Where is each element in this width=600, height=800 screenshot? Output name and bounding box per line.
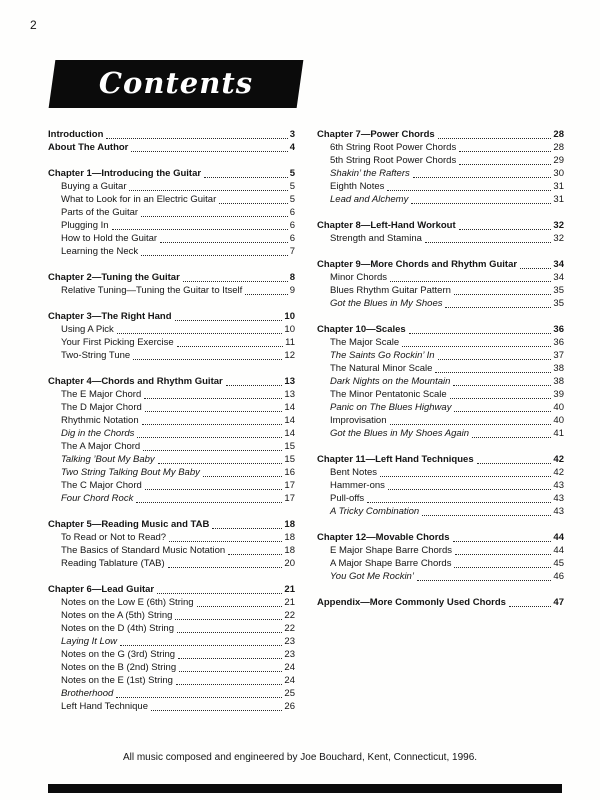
toc-entry-label: Rhythmic Notation: [61, 415, 139, 426]
dot-leader: [425, 242, 552, 243]
dot-leader: [178, 658, 282, 659]
toc-entry-label: The D Major Chord: [61, 402, 142, 413]
toc-sub-entry: [317, 180, 564, 193]
toc-entry-page-number: 43: [553, 493, 564, 504]
toc-entry-page-number: 31: [553, 181, 564, 192]
toc-entry-label: About The Author: [48, 142, 129, 153]
toc-chapter-entry: [317, 323, 564, 336]
toc-entry-label: Relative Tuning—Tuning the Guitar to Itself: [61, 285, 243, 296]
toc-entry-label: E Major Shape Barre Chords: [330, 545, 452, 556]
toc-chapter-entry: [48, 310, 295, 323]
toc-entry-label: Chapter 11—Left Hand Techniques: [317, 454, 474, 465]
toc-entry-page-number: 23: [284, 636, 295, 647]
dot-leader: [520, 268, 551, 269]
toc-entry-page-number: 43: [553, 480, 564, 491]
bottom-rule: [48, 784, 562, 793]
dot-leader: [219, 203, 287, 204]
toc-entry-label: Improvisation: [330, 415, 387, 426]
toc-sub-entry: [48, 453, 295, 466]
dot-leader: [120, 645, 282, 646]
toc-entry-page-number: 4: [289, 142, 295, 153]
dot-leader: [168, 567, 283, 568]
toc-entry-label: The A Major Chord: [61, 441, 141, 452]
toc-entry-page-number: 15: [284, 441, 295, 452]
toc-chapter-entry: [48, 141, 295, 154]
dot-leader: [177, 346, 283, 347]
dot-leader: [116, 697, 282, 698]
toc-entry-label: Blues Rhythm Guitar Pattern: [330, 285, 451, 296]
toc-sub-entry: [48, 323, 295, 336]
toc-entry-label: Talking ’Bout My Baby: [61, 454, 155, 465]
toc-entry-page-number: 36: [553, 337, 564, 348]
toc-chapter-entry: [48, 375, 295, 388]
toc-entry-label: The Major Scale: [330, 337, 400, 348]
dot-leader: [137, 437, 282, 438]
toc-entry-label: Chapter 8—Left-Hand Workout: [317, 220, 456, 231]
toc-entry-label: Got the Blues in My Shoes: [330, 298, 443, 309]
dot-leader: [141, 216, 288, 217]
toc-entry-label: Brotherhood: [61, 688, 114, 699]
music-credit-note: All music composed and engineered by Joe Bouchard, Kent, Connecticut, 1996.: [122, 752, 478, 763]
toc-entry-page-number: 26: [284, 701, 295, 712]
toc-entry-page-number: 29: [553, 155, 564, 166]
dot-leader: [438, 359, 552, 360]
dot-leader: [106, 138, 287, 139]
dot-leader: [143, 450, 282, 451]
toc-entry-page-number: 6: [289, 220, 295, 231]
toc-entry-label: Reading Tablature (TAB): [61, 558, 165, 569]
toc-entry-label: 6th String Root Power Chords: [330, 142, 457, 153]
toc-entry-page-number: 9: [289, 285, 295, 296]
toc-sub-entry: [48, 648, 295, 661]
dot-leader: [367, 502, 551, 503]
dot-leader: [459, 229, 552, 230]
toc-entry-page-number: 43: [553, 506, 564, 517]
contents-banner: [52, 60, 300, 108]
toc-sub-entry: [317, 193, 564, 206]
dot-leader: [459, 151, 551, 152]
dot-leader: [390, 281, 551, 282]
toc-sub-entry: [48, 466, 295, 479]
toc-entry-page-number: 10: [284, 311, 295, 322]
toc-entry-label: Using A Pick: [61, 324, 114, 335]
dot-leader: [177, 632, 282, 633]
toc-entry-page-number: 40: [553, 415, 564, 426]
toc-entry-page-number: 42: [553, 467, 564, 478]
toc-sub-entry: [48, 401, 295, 414]
dot-leader: [175, 320, 283, 321]
toc-entry-page-number: 28: [553, 129, 564, 140]
dot-leader: [117, 333, 283, 334]
toc-entry-page-number: 21: [284, 584, 295, 595]
toc-sub-entry: [317, 388, 564, 401]
toc-entry-label: The Basics of Standard Music Notation: [61, 545, 226, 556]
toc-entry-page-number: 17: [284, 480, 295, 491]
dot-leader: [454, 411, 551, 412]
toc-entry-label: Got the Blues in My Shoes Again: [330, 428, 470, 439]
dot-leader: [175, 619, 282, 620]
toc-entry-page-number: 8: [289, 272, 295, 283]
toc-entry-label: Chapter 5—Reading Music and TAB: [48, 519, 210, 530]
dot-leader: [133, 359, 282, 360]
toc-entry-label: Learning the Neck: [61, 246, 139, 257]
dot-leader: [145, 411, 283, 412]
toc-entry-label: Two String Talking Bout My Baby: [61, 467, 200, 478]
dot-leader: [388, 489, 552, 490]
toc-entry-page-number: 24: [284, 675, 295, 686]
toc-entry-label: What to Look for in an Electric Guitar: [61, 194, 217, 205]
toc-left-column: [48, 128, 295, 713]
toc-entry-page-number: 6: [289, 233, 295, 244]
toc-sub-entry: [48, 427, 295, 440]
toc-entry-label: Left Hand Technique: [61, 701, 148, 712]
toc-sub-entry: [48, 284, 295, 297]
toc-sub-entry: [317, 271, 564, 284]
toc-entry-label: Chapter 9—More Chords and Rhythm Guitar: [317, 259, 518, 270]
dot-leader: [158, 463, 283, 464]
toc-entry-label: Pull-offs: [330, 493, 365, 504]
toc-entry-page-number: 22: [284, 610, 295, 621]
toc-entry-label: Chapter 6—Lead Guitar: [48, 584, 155, 595]
dot-leader: [454, 567, 551, 568]
dot-leader: [450, 398, 552, 399]
toc-sub-entry: [48, 635, 295, 648]
toc-entry-label: Notes on the E (1st) String: [61, 675, 173, 686]
toc-entry-label: Chapter 10—Scales: [317, 324, 406, 335]
dot-leader: [197, 606, 283, 607]
toc-sub-entry: [48, 492, 295, 505]
toc-entry-label: Strength and Stamina: [330, 233, 422, 244]
toc-entry-page-number: 22: [284, 623, 295, 634]
toc-sub-entry: [317, 570, 564, 583]
page-number: 2: [30, 18, 37, 32]
toc-entry-label: How to Hold the Guitar: [61, 233, 158, 244]
dot-leader: [454, 294, 552, 295]
toc-sub-entry: [317, 167, 564, 180]
toc-entry-page-number: 35: [553, 285, 564, 296]
toc-entry-label: Chapter 1—Introducing the Guitar: [48, 168, 202, 179]
dot-leader: [409, 333, 552, 334]
toc-chapter-entry: [48, 518, 295, 531]
dot-leader: [453, 541, 552, 542]
toc-entry-page-number: 3: [289, 129, 295, 140]
toc-entry-label: Chapter 7—Power Chords: [317, 129, 435, 140]
toc-entry-page-number: 45: [553, 558, 564, 569]
toc-sub-entry: [317, 492, 564, 505]
toc-sub-entry: [48, 479, 295, 492]
toc-entry-page-number: 12: [284, 350, 295, 361]
toc-entry-label: The Saints Go Rockin’ In: [330, 350, 435, 361]
toc-chapter-entry: [317, 219, 564, 232]
toc-entry-label: Plugging In: [61, 220, 109, 231]
toc-sub-entry: [317, 466, 564, 479]
dot-leader: [422, 515, 551, 516]
toc-sub-entry: [48, 414, 295, 427]
toc-entry-page-number: 5: [289, 181, 295, 192]
toc-entry-page-number: 23: [284, 649, 295, 660]
toc-entry-page-number: 18: [284, 532, 295, 543]
dot-leader: [472, 437, 551, 438]
toc-entry-page-number: 39: [553, 389, 564, 400]
dot-leader: [169, 541, 282, 542]
dot-leader: [141, 255, 288, 256]
toc-sub-entry: [48, 349, 295, 362]
toc-entry-label: Notes on the G (3rd) String: [61, 649, 176, 660]
dot-leader: [142, 424, 283, 425]
toc-entry-page-number: 34: [553, 272, 564, 283]
toc-entry-label: Chapter 4—Chords and Rhythm Guitar: [48, 376, 223, 387]
toc-chapter-entry: [317, 596, 564, 609]
toc-entry-label: A Tricky Combination: [330, 506, 420, 517]
dot-leader: [204, 177, 288, 178]
toc-entry-label: You Got Me Rockin’: [330, 571, 414, 582]
toc-entry-label: Chapter 3—The Right Hand: [48, 311, 172, 322]
toc-sub-entry: [48, 232, 295, 245]
toc-entry-label: Shakin’ the Rafters: [330, 168, 410, 179]
toc-entry-label: Two-String Tune: [61, 350, 131, 361]
dot-leader: [445, 307, 551, 308]
toc-entry-page-number: 10: [284, 324, 295, 335]
dot-leader: [477, 463, 552, 464]
toc-sub-entry: [48, 557, 295, 570]
toc-entry-label: Chapter 12—Movable Chords: [317, 532, 450, 543]
toc-entry-label: Notes on the Low E (6th) String: [61, 597, 194, 608]
toc-entry-label: The C Major Chord: [61, 480, 142, 491]
toc-right-column: [317, 128, 564, 713]
toc-entry-page-number: 6: [289, 207, 295, 218]
toc-entry-label: Dig in the Chords: [61, 428, 135, 439]
toc-entry-page-number: 41: [553, 428, 564, 439]
dot-leader: [509, 606, 551, 607]
toc-entry-label: Panic on The Blues Highway: [330, 402, 452, 413]
dot-leader: [212, 528, 282, 529]
toc-sub-entry: [317, 336, 564, 349]
toc-entry-page-number: 46: [553, 571, 564, 582]
dot-leader: [390, 424, 552, 425]
toc-chapter-entry: [317, 453, 564, 466]
dot-leader: [228, 554, 282, 555]
toc-entry-page-number: 32: [553, 233, 564, 244]
toc-entry-label: Dark Nights on the Mountain: [330, 376, 451, 387]
dot-leader: [245, 294, 287, 295]
toc-entry-page-number: 32: [553, 220, 564, 231]
dot-leader: [151, 710, 282, 711]
toc-sub-entry: [48, 622, 295, 635]
toc-sub-entry: [317, 297, 564, 310]
dot-leader: [160, 242, 288, 243]
toc-entry-page-number: 34: [553, 259, 564, 270]
toc-sub-entry: [48, 219, 295, 232]
toc-entry-label: The Minor Pentatonic Scale: [330, 389, 447, 400]
toc-entry-page-number: 44: [553, 545, 564, 556]
dot-leader: [438, 138, 552, 139]
toc-chapter-entry: [48, 583, 295, 596]
toc-entry-label: Minor Chords: [330, 272, 388, 283]
dot-leader: [387, 190, 551, 191]
toc-entry-page-number: 30: [553, 168, 564, 179]
toc-entry-page-number: 36: [553, 324, 564, 335]
toc-sub-entry: [317, 375, 564, 388]
toc-entry-label: Bent Notes: [330, 467, 377, 478]
toc-sub-entry: [317, 414, 564, 427]
dot-leader: [417, 580, 551, 581]
toc-entry-page-number: 11: [285, 337, 295, 348]
toc-entry-page-number: 5: [289, 194, 295, 205]
toc-sub-entry: [48, 544, 295, 557]
toc-entry-label: To Read or Not to Read?: [61, 532, 167, 543]
toc-entry-label: Buying a Guitar: [61, 181, 127, 192]
toc-entry-label: Notes on the D (4th) String: [61, 623, 174, 634]
toc-sub-entry: [317, 349, 564, 362]
dot-leader: [459, 164, 551, 165]
dot-leader: [453, 385, 551, 386]
dot-leader: [136, 502, 282, 503]
toc-sub-entry: [317, 505, 564, 518]
toc-entry-label: Introduction: [48, 129, 104, 140]
toc-entry-page-number: 47: [553, 597, 564, 608]
dot-leader: [413, 177, 552, 178]
toc-sub-entry: [48, 596, 295, 609]
toc-sub-entry: [317, 232, 564, 245]
toc-entry-page-number: 38: [553, 363, 564, 374]
dot-leader: [380, 476, 551, 477]
toc-sub-entry: [317, 427, 564, 440]
toc-entry-page-number: 7: [289, 246, 295, 257]
toc-entry-label: Appendix—More Commonly Used Chords: [317, 597, 506, 608]
toc-sub-entry: [48, 531, 295, 544]
table-of-contents: [48, 128, 564, 713]
toc-chapter-entry: [317, 258, 564, 271]
toc-entry-label: Notes on the A (5th) String: [61, 610, 173, 621]
toc-entry-page-number: 5: [289, 168, 295, 179]
toc-entry-page-number: 15: [284, 454, 295, 465]
toc-entry-page-number: 42: [553, 454, 564, 465]
banner-title: Contents: [98, 66, 254, 100]
toc-entry-label: Lead and Alchemy: [330, 194, 409, 205]
toc-entry-label: Chapter 2—Tuning the Guitar: [48, 272, 180, 283]
toc-chapter-entry: [317, 128, 564, 141]
dot-leader: [112, 229, 288, 230]
toc-entry-page-number: 28: [553, 142, 564, 153]
toc-sub-entry: [48, 609, 295, 622]
dot-leader: [157, 593, 282, 594]
toc-sub-entry: [48, 193, 295, 206]
toc-entry-label: 5th String Root Power Chords: [330, 155, 457, 166]
dot-leader: [176, 684, 282, 685]
toc-chapter-entry: [48, 128, 295, 141]
dot-leader: [203, 476, 283, 477]
dot-leader: [179, 671, 282, 672]
dot-leader: [455, 554, 551, 555]
toc-chapter-entry: [48, 167, 295, 180]
toc-entry-page-number: 16: [284, 467, 295, 478]
dot-leader: [402, 346, 551, 347]
toc-entry-page-number: 13: [284, 389, 295, 400]
toc-entry-label: Parts of the Guitar: [61, 207, 139, 218]
dot-leader: [183, 281, 288, 282]
toc-entry-label: Eighth Notes: [330, 181, 385, 192]
toc-entry-label: A Major Shape Barre Chords: [330, 558, 452, 569]
dot-leader: [144, 398, 282, 399]
dot-leader: [129, 190, 287, 191]
toc-entry-page-number: 18: [284, 545, 295, 556]
toc-entry-page-number: 35: [553, 298, 564, 309]
toc-entry-page-number: 31: [553, 194, 564, 205]
toc-sub-entry: [317, 154, 564, 167]
dot-leader: [226, 385, 283, 386]
toc-chapter-entry: [48, 271, 295, 284]
toc-entry-page-number: 20: [284, 558, 295, 569]
dot-leader: [411, 203, 551, 204]
toc-sub-entry: [317, 479, 564, 492]
toc-sub-entry: [317, 284, 564, 297]
toc-entry-page-number: 38: [553, 376, 564, 387]
toc-sub-entry: [48, 440, 295, 453]
toc-entry-page-number: 21: [284, 597, 295, 608]
toc-entry-label: The E Major Chord: [61, 389, 142, 400]
toc-entry-page-number: 14: [284, 402, 295, 413]
toc-sub-entry: [48, 245, 295, 258]
toc-entry-label: Hammer-ons: [330, 480, 385, 491]
dot-leader: [131, 151, 287, 152]
toc-sub-entry: [48, 674, 295, 687]
toc-sub-entry: [48, 336, 295, 349]
toc-chapter-entry: [317, 531, 564, 544]
toc-entry-page-number: 44: [553, 532, 564, 543]
toc-entry-page-number: 18: [284, 519, 295, 530]
dot-leader: [435, 372, 551, 373]
toc-sub-entry: [317, 557, 564, 570]
toc-sub-entry: [48, 687, 295, 700]
toc-entry-page-number: 37: [553, 350, 564, 361]
toc-entry-page-number: 24: [284, 662, 295, 673]
toc-sub-entry: [48, 388, 295, 401]
toc-entry-label: Four Chord Rock: [61, 493, 134, 504]
dot-leader: [145, 489, 283, 490]
toc-sub-entry: [317, 141, 564, 154]
toc-entry-page-number: 14: [284, 428, 295, 439]
toc-sub-entry: [48, 180, 295, 193]
toc-sub-entry: [317, 401, 564, 414]
toc-sub-entry: [317, 544, 564, 557]
toc-entry-page-number: 40: [553, 402, 564, 413]
toc-entry-page-number: 14: [284, 415, 295, 426]
toc-entry-label: Your First Picking Exercise: [61, 337, 174, 348]
toc-entry-page-number: 17: [284, 493, 295, 504]
toc-sub-entry: [48, 206, 295, 219]
toc-sub-entry: [317, 362, 564, 375]
toc-entry-label: Notes on the B (2nd) String: [61, 662, 177, 673]
toc-entry-label: The Natural Minor Scale: [330, 363, 433, 374]
toc-entry-page-number: 13: [284, 376, 295, 387]
toc-sub-entry: [48, 661, 295, 674]
toc-sub-entry: [48, 700, 295, 713]
toc-entry-label: Laying It Low: [61, 636, 117, 647]
toc-entry-page-number: 25: [284, 688, 295, 699]
